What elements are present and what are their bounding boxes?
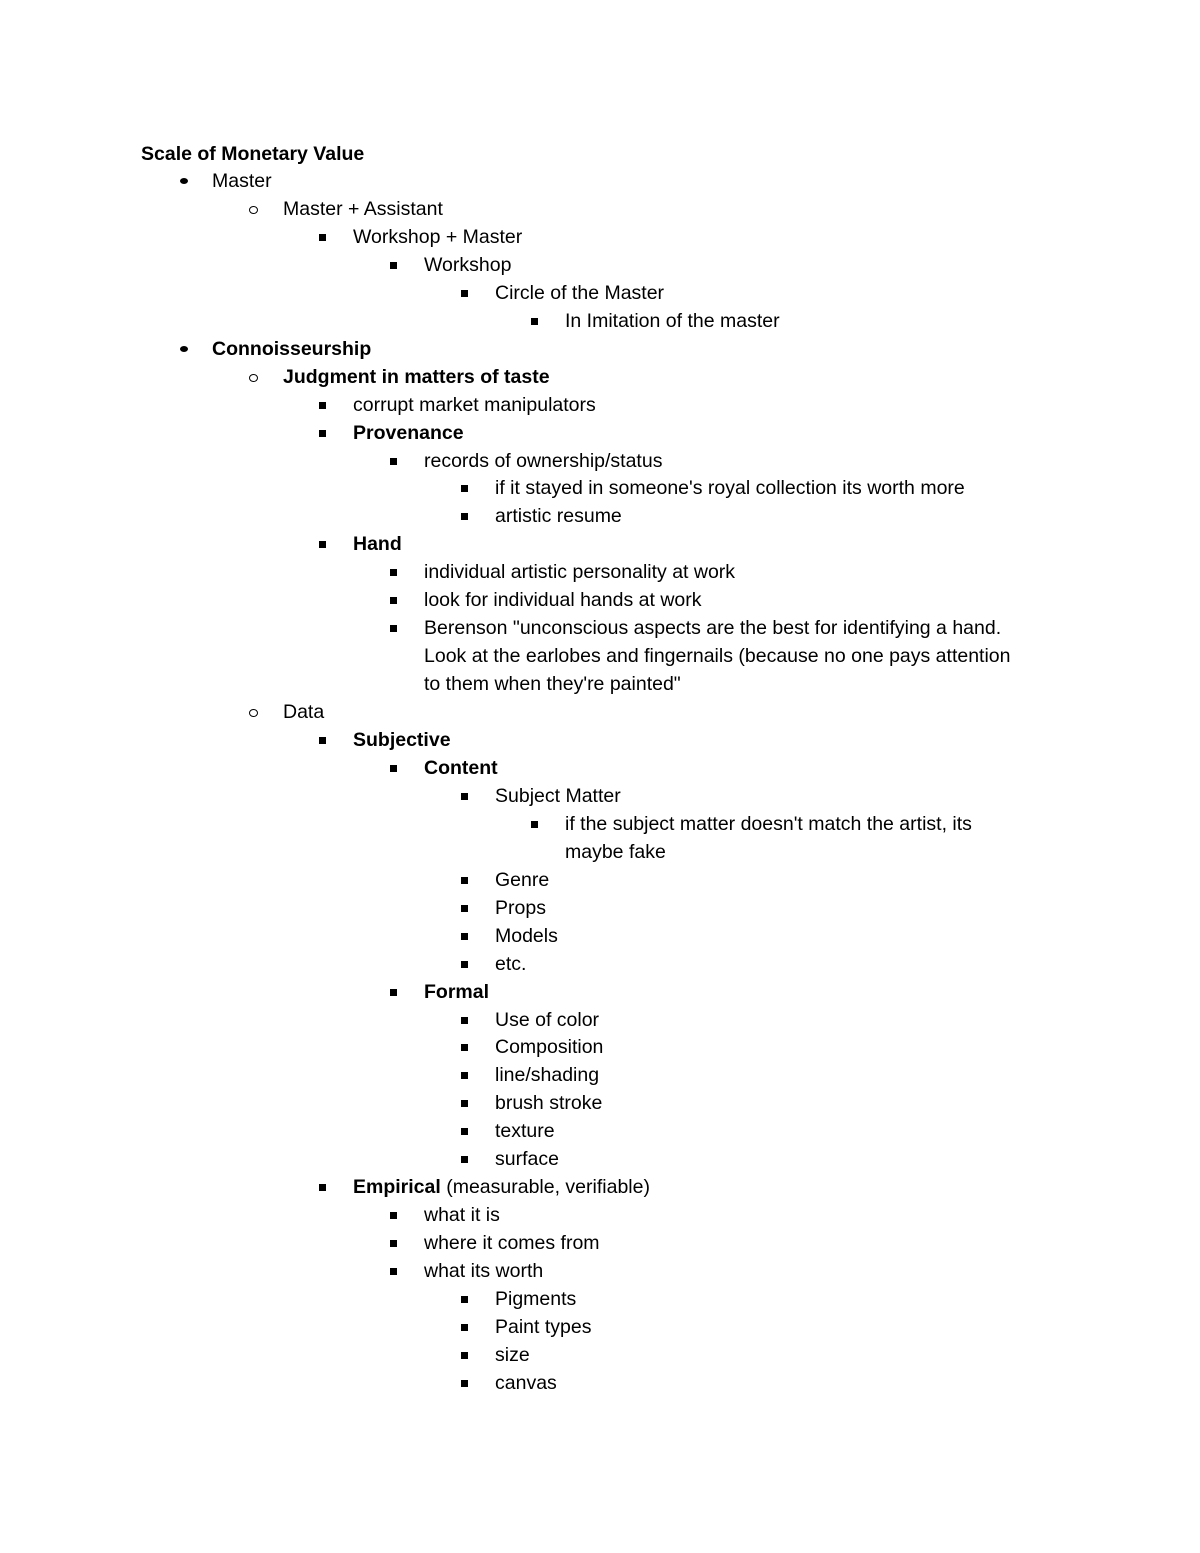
list-item-text: [353, 1173, 650, 1201]
list-item-text: [283, 698, 324, 726]
list-item-plain-text: surface: [495, 1148, 559, 1171]
list-item-plain-text: Pigments: [495, 1288, 577, 1310]
square-bullet-icon: [461, 1117, 481, 1145]
list-item-plain-text: maybe fake: [565, 840, 666, 863]
list-item-text: [353, 223, 522, 251]
list-item-plain-text: what its worth: [424, 1260, 544, 1282]
list-item-bold-text: Hand: [353, 533, 402, 556]
list-item-plain-text: Berenson "unconscious aspects are the best for identifying a hand.: [424, 617, 1002, 640]
list-item-plain-text: Master: [212, 170, 272, 192]
list-item-text: [424, 642, 1011, 670]
list-item-text: [495, 1033, 603, 1061]
list-item-text: [353, 726, 451, 754]
square-bullet-icon: [390, 558, 410, 586]
list-item-plain-text: etc.: [495, 952, 527, 975]
list-item-plain-text: Look at the earlobes and fingernails (because no one pays attention: [424, 645, 1011, 668]
square-bullet-icon: [390, 978, 410, 1006]
list-item-text: [424, 1201, 500, 1229]
list-item-text: [495, 1285, 576, 1313]
list-item-text: [495, 474, 965, 502]
square-bullet-icon: [461, 1145, 481, 1173]
square-bullet-icon: [319, 726, 339, 754]
list-item-plain-text: line/shading: [495, 1064, 600, 1087]
list-item-plain-text: brush stroke: [495, 1092, 603, 1115]
square-bullet-icon: [461, 922, 481, 950]
list-item-text: [495, 1341, 530, 1369]
list-item-text: [283, 195, 443, 223]
list-item-plain-text: Circle of the Master: [495, 281, 665, 304]
list-item-bold-text: Formal: [424, 980, 490, 1003]
list-item-plain-text: Use of color: [495, 1008, 600, 1031]
square-bullet-icon: [319, 1173, 339, 1201]
list-item-plain-text: Composition: [495, 1036, 604, 1059]
list-item-text: [495, 922, 558, 950]
square-bullet-icon: [461, 279, 481, 307]
list-item-text: [495, 1313, 591, 1341]
list-item-plain-text: (measurable, verifiable): [440, 1176, 650, 1199]
list-item-plain-text: texture: [495, 1120, 555, 1143]
list-item-text: [495, 866, 549, 894]
list-item-text: [353, 530, 402, 558]
list-item-plain-text: corrupt market manipulators: [353, 393, 596, 416]
circle-bullet-icon: [249, 195, 269, 223]
circle-bullet-icon: [249, 363, 269, 391]
list-item-bold-text: Content: [424, 756, 498, 779]
list-item-plain-text: Data: [283, 701, 325, 723]
list-item-text: [495, 502, 622, 530]
list-item-bold-text: Provenance: [353, 421, 464, 444]
square-bullet-icon: [461, 1006, 481, 1034]
list-item-text: [424, 447, 662, 475]
square-bullet-icon: [461, 866, 481, 894]
document-title: Scale of Monetary Value: [141, 143, 365, 165]
list-item-text: [495, 1006, 599, 1034]
list-item-plain-text: Master + Assistant: [283, 197, 443, 220]
list-item-text: [495, 1089, 602, 1117]
square-bullet-icon: [461, 502, 481, 530]
square-bullet-icon: [390, 754, 410, 782]
list-item-plain-text: what it is: [424, 1204, 500, 1227]
square-bullet-icon: [461, 1369, 481, 1397]
list-item-text: [495, 1369, 557, 1397]
list-item-plain-text: In Imitation of the master: [565, 309, 780, 332]
square-bullet-icon: [319, 419, 339, 447]
list-item-text: [495, 1117, 555, 1145]
list-item-plain-text: Workshop + Master: [353, 225, 523, 248]
list-item-text: [424, 251, 511, 279]
list-item-plain-text: individual artistic personality at work: [424, 561, 736, 584]
square-bullet-icon: [319, 530, 339, 558]
circle-bullet-icon: [249, 698, 269, 726]
square-bullet-icon: [461, 1341, 481, 1369]
list-item-text: [424, 754, 498, 782]
list-item-text: [424, 978, 489, 1006]
list-item-text: [495, 279, 664, 307]
square-bullet-icon: [319, 223, 339, 251]
square-bullet-icon: [461, 950, 481, 978]
square-bullet-icon: [390, 1201, 410, 1229]
square-bullet-icon: [390, 1257, 410, 1285]
list-item-plain-text: canvas: [495, 1371, 557, 1394]
list-item-plain-text: records of ownership/status: [424, 449, 663, 472]
list-item-text: [212, 335, 371, 363]
square-bullet-icon: [531, 307, 551, 335]
square-bullet-icon: [461, 474, 481, 502]
list-item-text: [565, 838, 666, 866]
list-item-bold-text: Judgment in matters of taste: [283, 365, 550, 388]
square-bullet-icon: [531, 810, 551, 838]
list-item-plain-text: Genre: [495, 868, 550, 891]
list-item-plain-text: Props: [495, 896, 546, 919]
list-item-text: [495, 1061, 599, 1089]
list-item-text: [495, 1145, 559, 1173]
list-item-text: [424, 614, 1001, 642]
list-item-text: [283, 363, 550, 391]
list-item-text: [353, 391, 596, 419]
square-bullet-icon: [461, 1089, 481, 1117]
square-bullet-icon: [461, 1033, 481, 1061]
square-bullet-icon: [461, 1061, 481, 1089]
dot-bullet-icon: [178, 335, 198, 363]
square-bullet-icon: [461, 894, 481, 922]
list-item-bold-text: Empirical: [353, 1176, 441, 1199]
list-item-text: [424, 1229, 600, 1257]
list-item-text: [424, 1257, 543, 1285]
list-item-text: [495, 894, 546, 922]
list-item-plain-text: Workshop: [424, 253, 512, 276]
square-bullet-icon: [390, 586, 410, 614]
list-item-bold-text: Subjective: [353, 729, 451, 751]
dot-bullet-icon: [178, 167, 198, 195]
list-item-text: [495, 782, 621, 810]
list-item-bold-text: Connoisseurship: [212, 337, 372, 360]
list-item-text: [212, 167, 272, 195]
square-bullet-icon: [390, 251, 410, 279]
list-item-text: [424, 670, 681, 698]
square-bullet-icon: [390, 1229, 410, 1257]
list-item-plain-text: to them when they're painted": [424, 673, 681, 696]
list-item-plain-text: Subject Matter: [495, 784, 621, 807]
list-item-plain-text: size: [495, 1343, 530, 1366]
list-item-plain-text: if it stayed in someone's royal collection its worth more: [495, 477, 965, 500]
square-bullet-icon: [461, 1313, 481, 1341]
square-bullet-icon: [461, 1285, 481, 1313]
square-bullet-icon: [390, 447, 410, 475]
list-item-text: [565, 307, 780, 335]
list-item-text: [424, 558, 735, 586]
square-bullet-icon: [461, 782, 481, 810]
list-item-plain-text: look for individual hands at work: [424, 589, 702, 612]
square-bullet-icon: [319, 391, 339, 419]
list-item-text: [565, 810, 972, 838]
list-item-text: [495, 950, 526, 978]
list-item-text: [424, 586, 702, 614]
square-bullet-icon: [390, 614, 410, 642]
list-item-text: [353, 419, 464, 447]
list-item-plain-text: artistic resume: [495, 505, 622, 528]
list-item-plain-text: Models: [495, 924, 558, 947]
list-item-plain-text: where it comes from: [424, 1232, 600, 1255]
list-item-plain-text: Paint types: [495, 1316, 592, 1338]
list-item-plain-text: if the subject matter doesn't match the artist, its: [565, 812, 972, 835]
